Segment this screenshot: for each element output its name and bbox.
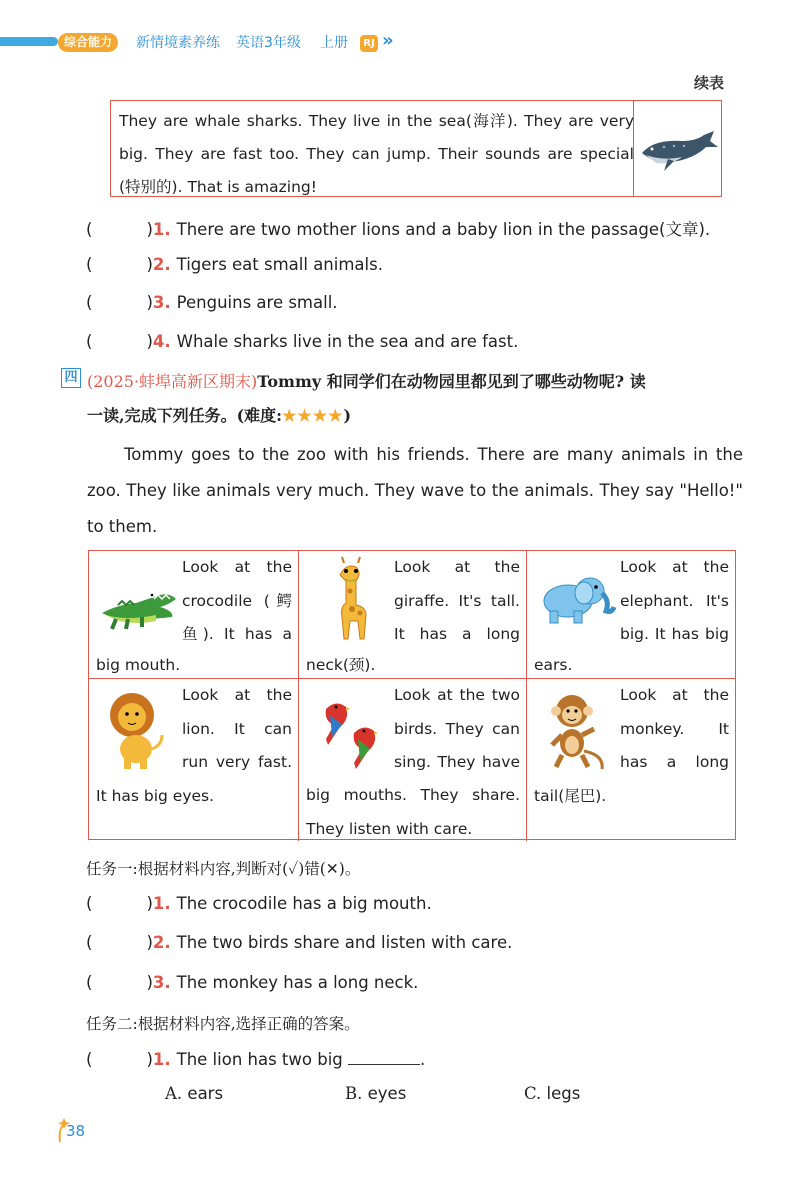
answer-paren-open: ( [86,220,93,239]
question-3 [86,293,338,312]
answer-paren-close: ) [146,973,153,992]
question-source: (2025·蚌埠高新区期末) [87,372,258,391]
crocodile-line-1: Look at the [182,558,292,576]
question-text: The crocodile has a big mouth. [176,894,432,913]
crocodile-illustration [96,551,182,649]
lion-line-2: lion. It can [182,719,292,738]
monkey-line-4: tail(尾巴). [534,786,607,805]
whale-shark-text [119,105,634,204]
question-4 [86,332,518,351]
question-number: 1. [152,894,171,913]
parrots-illustration [306,679,394,779]
fill-blank[interactable] [348,1049,420,1065]
whale-line-2: big. They are fast too. They can jump. Their sounds are special [119,145,634,163]
answer-paren-close: ) [146,933,153,952]
whale-shark-illustration [633,101,721,196]
subject-label: 英语3年级 [236,35,301,51]
section-title-line1: Tommy 和同学们在动物园里都见到了哪些动物呢? 读 [257,372,646,391]
giraffe-line-1: Look at the [394,558,520,576]
page-number-badge [56,1118,90,1146]
question-number: 1. [152,1050,171,1069]
answer-paren-close: ) [146,332,153,351]
option-letter: B. [345,1084,363,1103]
double-chevron-icon: » [382,30,394,51]
page-number: 38 [66,1122,86,1140]
question-text: There are two mother lions and a baby lion in the passage(文章). [176,220,711,239]
crocodile-line-2: crocodile (鳄 [182,591,292,610]
cell-crocodile [89,551,299,679]
birds-line-2: birds. They can [394,719,520,738]
giraffe-line-3: It has a long [394,625,520,643]
lion-line-4: It has big eyes. [96,786,215,805]
question-2 [86,255,383,274]
cell-elephant [527,551,735,679]
reading-passage: Tommy goes to the zoo with his friends. There are many animals in the zoo. They like animals very much. They wave to the animals. They say "Hello!" to them. [87,445,743,536]
crocodile-line-3: 鱼). It has a [182,625,292,643]
answer-paren-close: ) [146,293,153,312]
question-text: Whale sharks live in the sea and are fast. [176,332,519,351]
task1-title: 任务一:根据材料内容,判断对(✓)错(✕)。 [86,860,361,878]
edition-badge: RJ [360,35,378,52]
answer-paren-close: ) [146,1050,153,1069]
crocodile-line-4: big mouth. [96,656,181,674]
section-instruction-end: ) [343,406,352,425]
difficulty-stars: ★★★★ [282,406,344,425]
elephant-illustration [534,551,620,649]
option-text: ears [187,1084,224,1103]
answer-paren-open: ( [86,1050,93,1069]
header-accent-bar [0,37,58,46]
cell-monkey [527,679,735,841]
cell-lion [89,679,299,841]
option-letter: A. [165,1084,183,1103]
option-a[interactable] [165,1084,223,1103]
task1-question-2 [86,933,512,952]
task2-title: 任务二:根据材料内容,选择正确的答案。 [86,1015,360,1033]
cell-giraffe [299,551,527,679]
question-number: 4. [152,332,171,351]
birds-line-3: sing. They have [394,753,520,771]
question-number: 2. [152,255,171,274]
birds-line-5: They listen with care. [306,819,473,838]
question-number: 2. [152,933,171,952]
giraffe-illustration [306,551,394,649]
cell-birds [299,679,527,841]
option-letter: C. [524,1084,542,1103]
section-badge: 四 [61,368,81,388]
lion-line-3: run very fast. [182,753,292,771]
answer-paren-close: ) [146,255,153,274]
elephant-line-1: Look at the [620,558,729,576]
whale-line-3: (特别的). That is amazing! [119,178,317,196]
question-end-period: . [420,1050,426,1069]
question-number: 3. [152,293,171,312]
lion-line-1: Look at the [182,686,292,704]
birds-line-4: big mouths. They share. [306,786,520,804]
giraffe-line-2: giraffe. It's tall. [394,591,520,610]
option-text: legs [546,1084,581,1103]
volume-label: 上册 [320,35,348,51]
lion-illustration [96,679,182,779]
monkey-line-3: has a long [620,753,729,771]
monkey-line-1: Look at the [620,686,729,704]
elephant-line-4: ears. [534,656,573,674]
task1-question-1 [86,894,432,913]
answer-paren-open: ( [86,332,93,351]
answer-paren-open: ( [86,293,93,312]
option-b[interactable] [345,1084,406,1103]
elephant-line-3: big. It has big [620,625,729,643]
question-1 [86,216,710,240]
answer-paren-open: ( [86,894,93,913]
whale-line-1: They are whale sharks. They live in the sea(海洋). They are very [119,112,634,130]
answer-paren-open: ( [86,973,93,992]
question-text: The monkey has a long neck. [176,973,419,992]
answer-paren-open: ( [86,933,93,952]
question-text: Penguins are small. [176,293,338,312]
continued-label: 续表 [693,74,724,92]
series-logo: 综合能力 [58,33,118,52]
answer-paren-close: ) [146,220,153,239]
option-c[interactable] [524,1084,580,1103]
section-title [87,369,646,392]
answer-paren-open: ( [86,255,93,274]
elephant-line-2: elephant. It's [620,591,729,610]
animal-table [88,550,736,840]
section-instruction: 一读,完成下列任务。(难度: [87,406,283,425]
birds-line-1: Look at the two [394,686,520,704]
option-text: eyes [367,1084,407,1103]
question-text: The lion has two big [176,1050,343,1069]
task1-question-3 [86,973,418,992]
question-text: The two birds share and listen with care. [176,933,513,952]
book-title: 新情境素养练 [136,35,220,51]
monkey-line-2: monkey. It [620,719,729,738]
task2-question-1 [86,1049,425,1069]
section-title-line2 [87,403,351,426]
giraffe-line-4: neck(颈). [306,656,376,674]
question-number: 3. [152,973,171,992]
monkey-illustration [534,679,620,779]
question-number: 1. [152,220,171,239]
whale-shark-box [110,100,722,197]
answer-paren-close: ) [146,894,153,913]
question-text: Tigers eat small animals. [176,255,383,274]
